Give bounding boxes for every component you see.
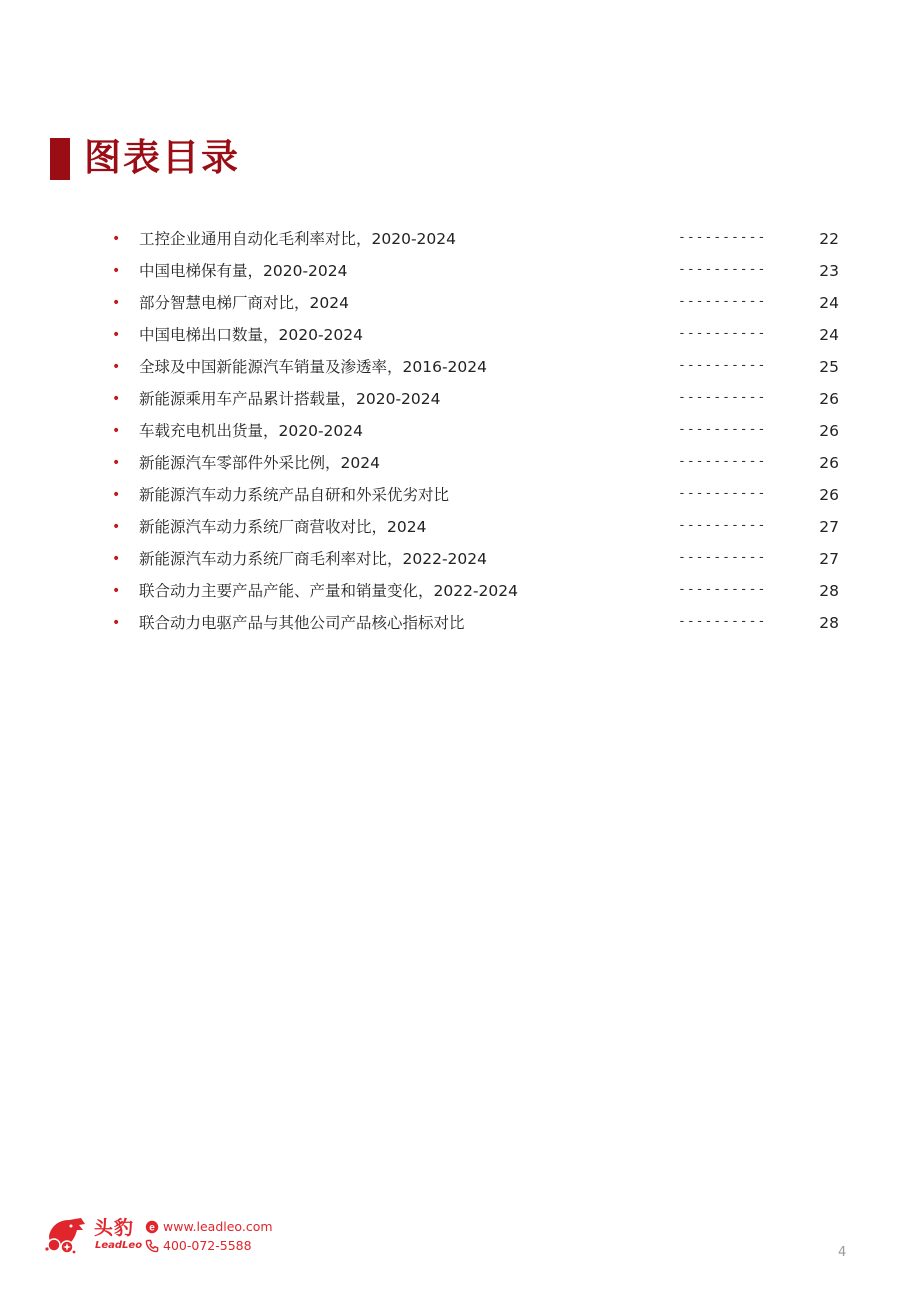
page-title: 图表目录 — [84, 136, 240, 179]
toc-entry-page-number: 23 — [819, 262, 839, 280]
toc-leader-dashes: ---------- — [678, 422, 767, 437]
toc-entry[interactable] — [112, 545, 842, 577]
toc-leader-dashes: ---------- — [678, 454, 767, 469]
table-of-figures — [112, 225, 842, 641]
bullet-icon: • — [112, 359, 121, 375]
bullet-icon: • — [112, 423, 121, 439]
toc-entry-page-number: 24 — [819, 326, 839, 344]
toc-entry[interactable] — [112, 289, 842, 321]
toc-leader-dashes: ---------- — [678, 262, 767, 277]
bullet-icon: • — [112, 487, 121, 503]
toc-leader-dashes: ---------- — [678, 358, 767, 373]
toc-entry-page-number: 26 — [819, 454, 839, 472]
web-icon — [145, 1220, 159, 1234]
toc-entry[interactable] — [112, 385, 842, 417]
toc-entry[interactable] — [112, 513, 842, 545]
toc-entry-page-number: 28 — [819, 582, 839, 600]
toc-leader-dashes: ---------- — [678, 550, 767, 565]
toc-entry-page-number: 25 — [819, 358, 839, 376]
bullet-icon: • — [112, 519, 121, 535]
toc-entry-label: 新能源汽车零部件外采比例，2024 — [139, 454, 380, 472]
toc-entry[interactable] — [112, 449, 842, 481]
logo-english-name: LeadLeo — [95, 1240, 143, 1251]
toc-entry-label: 新能源汽车动力系统产品自研和外采优劣对比 — [139, 486, 450, 504]
toc-entry-label: 车载充电机出货量，2020-2024 — [139, 422, 363, 440]
toc-entry[interactable] — [112, 353, 842, 385]
toc-entry[interactable] — [112, 225, 842, 257]
toc-entry-page-number: 22 — [819, 230, 839, 248]
toc-entry-label: 全球及中国新能源汽车销量及渗透率，2016-2024 — [139, 358, 487, 376]
bullet-icon: • — [112, 615, 121, 631]
leopard-logo-icon — [45, 1216, 87, 1254]
phone-icon — [145, 1239, 159, 1253]
toc-entry-label: 工控企业通用自动化毛利率对比，2020-2024 — [139, 230, 456, 248]
website-link[interactable]: www.leadleo.com — [163, 1219, 273, 1234]
toc-entry-label: 新能源汽车动力系统厂商营收对比，2024 — [139, 518, 427, 536]
footer-brand — [45, 1216, 275, 1258]
bullet-icon: • — [112, 231, 121, 247]
toc-entry-page-number: 26 — [819, 486, 839, 504]
toc-entry[interactable] — [112, 609, 842, 641]
toc-entry-page-number: 24 — [819, 294, 839, 312]
toc-entry-label: 联合动力电驱产品与其他公司产品核心指标对比 — [139, 614, 465, 632]
toc-leader-dashes: ---------- — [678, 230, 767, 245]
toc-entry-label: 部分智慧电梯厂商对比，2024 — [139, 294, 349, 312]
toc-entry[interactable] — [112, 417, 842, 449]
svg-text:e: e — [149, 1222, 155, 1234]
toc-leader-dashes: ---------- — [678, 486, 767, 501]
bullet-icon: • — [112, 263, 121, 279]
toc-leader-dashes: ---------- — [678, 518, 767, 533]
bullet-icon: • — [112, 327, 121, 343]
toc-leader-dashes: ---------- — [678, 326, 767, 341]
toc-entry[interactable] — [112, 257, 842, 289]
toc-entry-label: 中国电梯保有量，2020-2024 — [139, 262, 348, 280]
bullet-icon: • — [112, 551, 121, 567]
title-accent-bar — [50, 138, 70, 180]
toc-entry-label: 中国电梯出口数量，2020-2024 — [139, 326, 363, 344]
toc-leader-dashes: ---------- — [678, 390, 767, 405]
bullet-icon: • — [112, 295, 121, 311]
toc-entry-label: 新能源汽车动力系统厂商毛利率对比，2022-2024 — [139, 550, 487, 568]
toc-entry-label: 新能源乘用车产品累计搭载量，2020-2024 — [139, 390, 441, 408]
toc-entry-label: 联合动力主要产品产能、产量和销量变化，2022-2024 — [139, 582, 518, 600]
toc-leader-dashes: ---------- — [678, 294, 767, 309]
toc-entry-page-number: 27 — [819, 518, 839, 536]
toc-entry-page-number: 26 — [819, 422, 839, 440]
toc-entry[interactable] — [112, 321, 842, 353]
toc-leader-dashes: ---------- — [678, 582, 767, 597]
bullet-icon: • — [112, 455, 121, 471]
phone-number: 400-072-5588 — [163, 1238, 252, 1253]
toc-entry-page-number: 26 — [819, 390, 839, 408]
toc-entry[interactable] — [112, 481, 842, 513]
bullet-icon: • — [112, 391, 121, 407]
logo-chinese-name: 头豹 — [94, 1217, 135, 1239]
bullet-icon: • — [112, 583, 121, 599]
toc-entry-page-number: 28 — [819, 614, 839, 632]
toc-entry[interactable] — [112, 577, 842, 609]
toc-leader-dashes: ---------- — [678, 614, 767, 629]
page-number: 4 — [838, 1245, 847, 1260]
toc-entry-page-number: 27 — [819, 550, 839, 568]
